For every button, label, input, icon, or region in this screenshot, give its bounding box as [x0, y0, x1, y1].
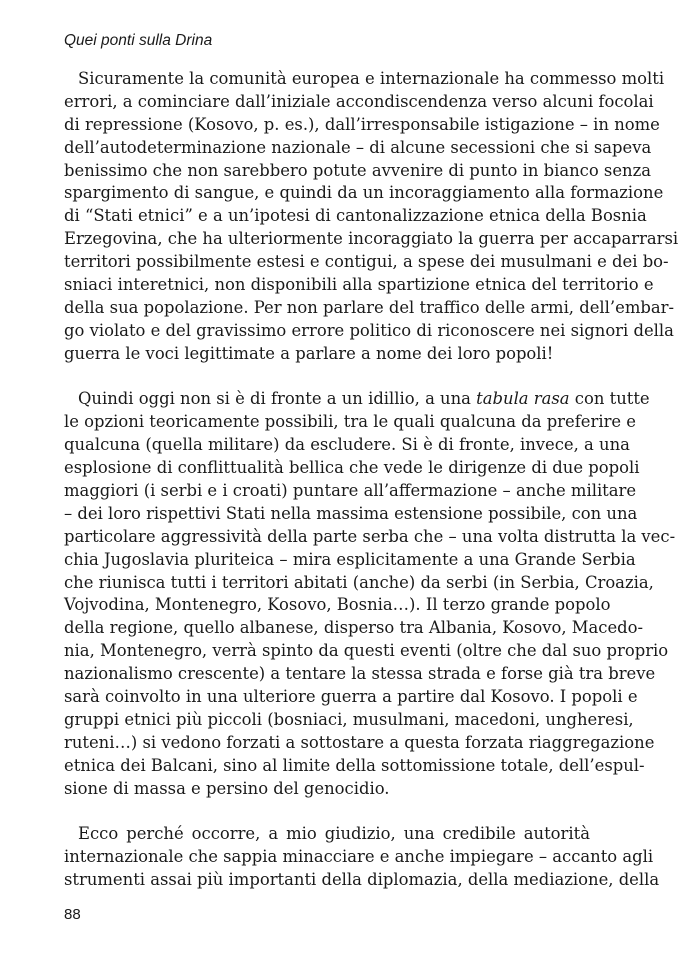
body-text: [64, 68, 678, 892]
text-line: errori, a cominciare dall’iniziale accondiscendenza verso alcuni focolai: [64, 91, 654, 111]
paragraph-gap: [64, 366, 590, 389]
paragraph-gap: [64, 801, 590, 824]
italic-term: tabula rasa: [476, 389, 570, 409]
text-line: della regione, quello albanese, disperso tra Albania, Kosovo, Macedo-: [64, 618, 644, 638]
text-line: particolare aggressività della parte serba che – una volta distrutta la vec-: [64, 526, 676, 546]
text-line: gruppi etnici più piccoli (bosniaci, musulmani, macedoni, ungheresi,: [64, 709, 634, 729]
text-line: go violato e del gravissimo errore politico di riconoscere nei signori della: [64, 320, 674, 340]
text-line: esplosione di conflittualità bellica che vede le dirigenze di due popoli: [64, 458, 640, 478]
text-line: guerra le voci legittimate a parlare a nome dei loro popoli!: [64, 343, 554, 363]
text-line: internazionale che sappia minacciare e anche impiegare – accanto agli: [64, 847, 654, 867]
text-line: spargimento di sangue, e quindi da un incoraggiamento alla formazione: [64, 183, 664, 203]
text-line: della sua popolazione. Per non parlare del traffico delle armi, dell’embar-: [64, 297, 674, 317]
text-line: Sicuramente la comunità europea e internazionale ha commesso molti: [78, 69, 665, 88]
text-line: qualcuna (quella militare) da escludere. Si è di fronte, invece, a una: [64, 435, 630, 455]
text-line: sarà coinvolto in una ulteriore guerra a partire dal Kosovo. I popoli e: [64, 687, 638, 707]
text-line: nazionalismo crescente) a tentare la stessa strada e forse già tra breve: [64, 664, 656, 684]
text-line: di “Stati etnici” e a un’ipotesi di cantonalizzazione etnica della Bosnia: [64, 206, 647, 226]
text-line: nia, Montenegro, verrà spinto da questi eventi (oltre che dal suo proprio: [64, 641, 669, 661]
text-span: con tutte: [569, 389, 650, 409]
text-line: – dei loro rispettivi Stati nella massima estensione possibile, con una: [64, 503, 638, 523]
running-header: Quei ponti sulla Drina: [64, 32, 213, 49]
text-line: che riunisca tutti i territori abitati (anche) da serbi (in Serbia, Croazia,: [64, 572, 654, 592]
text-line: etnica dei Balcani, sino al limite della sottomissione totale, dell’espul-: [64, 755, 645, 775]
text-line: Erzegovina, che ha ulteriormente incoraggiato la guerra per accaparrarsi: [64, 229, 678, 249]
text-line: di repressione (Kosovo, p. es.), dall’irresponsabile istigazione – in nome: [64, 114, 660, 134]
text-line: territori possibilmente estesi e contigui, a spese dei musulmani e dei bo-: [64, 252, 669, 272]
text-line: dell’autodeterminazione nazionale – di alcune secessioni che si sapeva: [64, 137, 652, 157]
text-span: Quindi oggi non si è di fronte a un idillio, a una: [78, 389, 477, 409]
text-line: sniaci interetnici, non disponibili alla spartizione etnica del territorio e: [64, 275, 654, 295]
text-line: chia Jugoslavia pluriteica – mira esplicitamente a una Grande Serbia: [64, 549, 636, 569]
text-line: le opzioni teoricamente possibili, tra le quali qualcuna da preferire e: [64, 412, 637, 432]
text-line: [64, 388, 650, 411]
text-line: maggiori (i serbi e i croati) puntare all’affermazione – anche militare: [64, 481, 637, 501]
page-number: 88: [64, 906, 81, 923]
text-line: Vojvodina, Montenegro, Kosovo, Bosnia…). Il terzo grande popolo: [64, 595, 611, 615]
text-line: sione di massa e persino del genocidio.: [64, 778, 390, 798]
text-line: benissimo che non sarebbero potute avvenire di punto in bianco senza: [64, 160, 651, 180]
text-line: strumenti assai più importanti della diplomazia, della mediazione, della: [64, 870, 660, 890]
text-line: Ecco perché occorre, a mio giudizio, una credibile autorità: [78, 824, 590, 844]
text-line: ruteni…) si vedono forzati a sottostare a questa forzata riaggregazione: [64, 732, 655, 752]
